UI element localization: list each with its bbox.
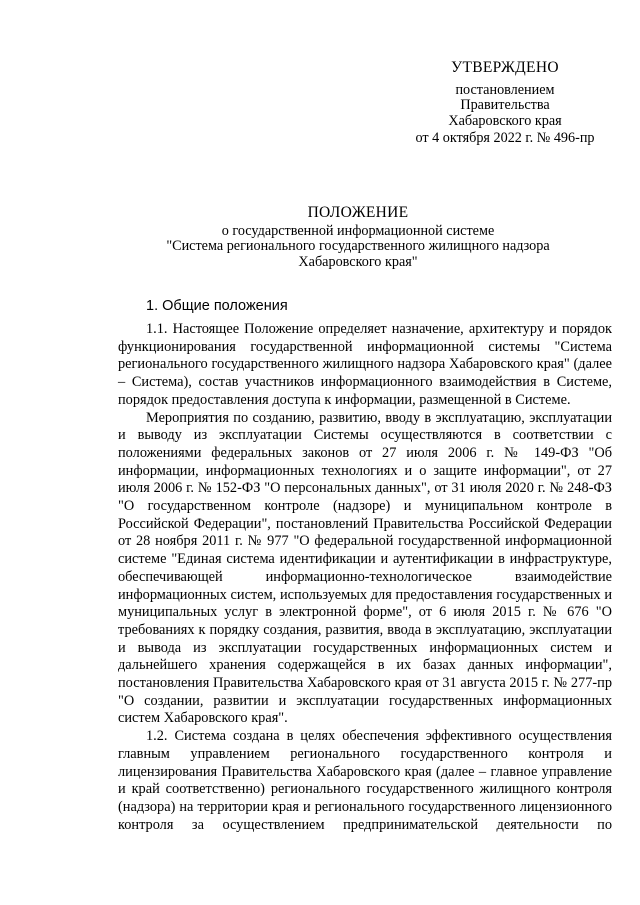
approval-line: постановлением	[455, 81, 555, 98]
approval-line: Правительства	[460, 97, 550, 113]
document-title	[100, 205, 616, 270]
title-heading: ПОЛОЖЕНИЕ	[307, 204, 409, 221]
approval-stamp	[395, 60, 615, 147]
paragraph: Мероприятия по созданию, развитию, вводу в эксплуатацию, эксплуатации и выводу из эксплуатации Системы осуществляются в соответствии с положениями федеральных законов от 27 июля 2006 г. № 149-ФЗ "Об информации, информационных технологиях и о защите информации", от 27 июля 2006 г. № 152-ФЗ "О персональных данных", от 31 июля 2020 г. № 248-ФЗ "О государственном контроле (надзоре) и муниципальном контроле в Российской Федерации", постановлений Правительства Российской Федерации от 28 ноября 2011 г. № 977 "О федеральной государственной информационной системе "Единая система идентификации и аутентификации в инфраструктуре, обеспечивающей информационно-технологическое взаимодействие информационных систем, используемых для предоставления государственных и муниципальных услуг в электронной форме", от 6 июля 2015 г. № 676 "О требованиях к порядку создания, развития, ввода в эксплуатацию, эксплуатации и вывода из эксплуатации государственных информационных систем и дальнейшего хранения содержащейся в их базах данных информации", постановления Правительства Хабаровского края от 31 августа 2015 г. № 277-пр "О создании, развитии и эксплуатации государственных информационных систем Хабаровского края".	[118, 409, 612, 727]
title-line: Хабаровского края"	[298, 253, 418, 270]
section-heading: 1. Общие положения	[146, 298, 288, 314]
approval-line: Хабаровского края	[448, 112, 562, 129]
approval-heading: УТВЕРЖДЕНО	[451, 59, 559, 76]
document-body	[118, 321, 612, 834]
approval-date: от 4 октября 2022 г. № 496-пр	[415, 130, 595, 146]
title-line: "Система регионального государственного жилищного надзора	[166, 238, 550, 254]
paragraph: 1.1. Настоящее Положение определяет назначение, архитектуру и порядок функционирования государственной информационной системы "Система регионального государственного жилищного надзора Хабаровского края" (далее – Система), состав участников информационного взаимодействия в Системе, порядок предоставления доступа к информации, размещенной в Системе.	[118, 321, 612, 408]
title-line: о государственной информационной системе	[221, 222, 495, 239]
paragraph: 1.2. Система создана в целях обеспечения эффективного осуществления главным управлением регионального государственного контроля и лицензирования Правительства Хабаровского края (далее – главное управление и край соответственно) регионального государственного жилищного контроля (надзора) на территории края и регионального государственного лицензионного контроля за осуществлением предпринимательской деятельности по	[118, 728, 612, 833]
